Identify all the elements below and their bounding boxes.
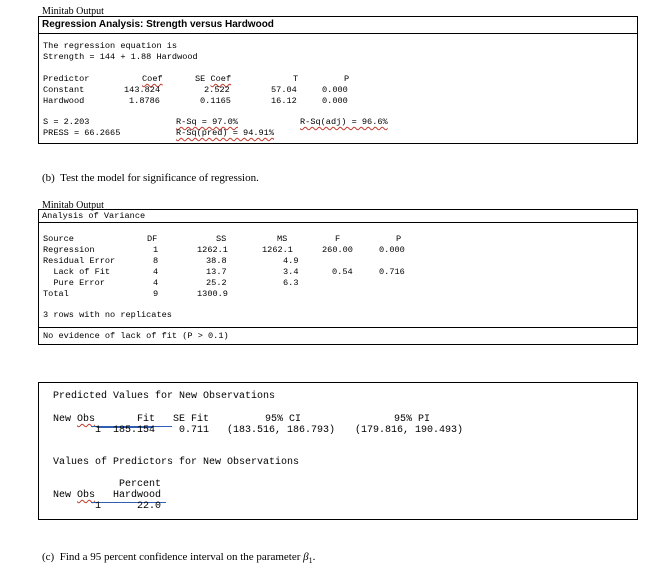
col-se-coef bbox=[195, 74, 231, 85]
rsq-value: R-Sq = 97.0% bbox=[176, 117, 238, 127]
anova-col-ss: SS bbox=[216, 234, 227, 244]
anova-title: Analysis of Variance bbox=[42, 211, 146, 221]
predictors-title: Values of Predictors for New Observations bbox=[53, 457, 300, 468]
pred-col-newobs bbox=[53, 414, 95, 426]
minitab-output-header-2: Minitab Output bbox=[42, 200, 104, 211]
col-predictor: Predictor bbox=[43, 74, 90, 84]
pred-row-se-fit: 0.711 bbox=[179, 425, 210, 436]
pred-row-pi: (179.816, 190.493) bbox=[355, 425, 464, 436]
pred-col-ci: 95% CI bbox=[265, 414, 302, 425]
anova-col-f: F bbox=[335, 234, 341, 244]
anova-lof-ms: 3.4 bbox=[283, 267, 299, 277]
question-c bbox=[42, 551, 315, 565]
anova-residual-df: 8 bbox=[153, 256, 159, 266]
regression-box bbox=[38, 16, 638, 144]
pred-row-fit: 185.154 bbox=[113, 425, 156, 436]
anova-col-p: P bbox=[396, 234, 402, 244]
pred-row-ci: (183.516, 186.793) bbox=[227, 425, 336, 436]
pred2-row-obs: 1 bbox=[95, 501, 102, 512]
row-hardwood-t: 16.12 bbox=[271, 96, 297, 106]
col-t: T bbox=[293, 74, 299, 84]
pred-row-obs: 1 bbox=[95, 425, 102, 436]
question-c-text: (c) Find a 95 percent confidence interval on the parameter bbox=[42, 551, 304, 563]
question-c-period: . bbox=[312, 551, 316, 563]
predicted-title: Predicted Values for New Observations bbox=[53, 391, 276, 402]
anova-residual-ms: 4.9 bbox=[283, 256, 299, 266]
row-hardwood-coef: 1.8786 bbox=[129, 96, 160, 106]
anova-lof-f: 0.54 bbox=[332, 267, 353, 277]
anova-regression-f: 260.00 bbox=[322, 245, 353, 255]
anova-lof-df: 4 bbox=[153, 267, 159, 277]
anova-regression-ms: 1262.1 bbox=[262, 245, 293, 255]
anova-regression-p: 0.000 bbox=[379, 245, 405, 255]
anova-total-df: 9 bbox=[153, 289, 159, 299]
rsq-adj-value: R-Sq(adj) = 96.6% bbox=[300, 117, 388, 127]
anova-row-total: Total bbox=[43, 289, 69, 299]
pred2-percent-label: Percent bbox=[119, 479, 162, 490]
col-se-coef-se: SE bbox=[195, 74, 211, 84]
regression-title: Regression Analysis: Strength versus Hardwood bbox=[42, 19, 274, 30]
row-hardwood-p: 0.000 bbox=[322, 96, 348, 106]
row-constant-p: 0.000 bbox=[322, 85, 348, 95]
title-divider bbox=[39, 33, 637, 34]
rsq-pred-value: R-Sq(pred) = 94.91% bbox=[176, 128, 274, 138]
anova-lof-ss: 13.7 bbox=[206, 267, 227, 277]
anova-row-lack-of-fit: Lack of Fit bbox=[43, 267, 111, 277]
row-constant-coef: 143.824 bbox=[124, 85, 161, 95]
col-p: P bbox=[344, 74, 350, 84]
pred2-col-hardwood: Hardwood bbox=[113, 490, 162, 501]
anova-lof-p: 0.716 bbox=[379, 267, 405, 277]
anova-col-ms: MS bbox=[277, 234, 288, 244]
anova-row-residual: Residual Error bbox=[43, 256, 116, 266]
col-coef: Coef bbox=[142, 74, 163, 84]
row-constant-t: 57.04 bbox=[271, 85, 297, 95]
row-hardwood-se: 0.1165 bbox=[200, 96, 231, 106]
anova-box bbox=[38, 209, 638, 345]
pred2-col-new: New bbox=[53, 490, 78, 501]
anova-col-df: DF bbox=[147, 234, 158, 244]
s-value: S = 2.203 bbox=[43, 117, 90, 127]
anova-note-replicates: 3 rows with no replicates bbox=[43, 310, 172, 320]
anova-divider bbox=[39, 222, 637, 223]
question-b: (b) Test the model for significance of regression. bbox=[42, 172, 259, 184]
row-constant-label: Constant bbox=[43, 85, 85, 95]
col-se-coef-coef: Coef bbox=[210, 74, 232, 84]
anova-row-pure-error: Pure Error bbox=[43, 278, 105, 288]
pred2-col-obs: Obs bbox=[77, 490, 96, 501]
pred-col-obs: Obs bbox=[77, 414, 96, 425]
minitab-output-header: Minitab Output bbox=[42, 6, 104, 17]
anova-note-lack-of-fit: No evidence of lack of fit (P > 0.1) bbox=[43, 331, 229, 341]
anova-total-ss: 1300.9 bbox=[197, 289, 228, 299]
pred2-col-newobs bbox=[53, 490, 95, 502]
anova-regression-ss: 1262.1 bbox=[197, 245, 228, 255]
pred2-row-hardwood: 22.0 bbox=[137, 501, 162, 512]
anova-pe-ms: 6.3 bbox=[283, 278, 299, 288]
predicted-values-box bbox=[38, 382, 638, 520]
anova-regression-df: 1 bbox=[153, 245, 159, 255]
question-c-beta: β bbox=[303, 551, 309, 563]
pred-col-new: New bbox=[53, 414, 78, 425]
anova-pe-ss: 25.2 bbox=[206, 278, 227, 288]
pred-col-fit: Fit bbox=[137, 414, 156, 425]
row-constant-se: 2.522 bbox=[204, 85, 230, 95]
pred-col-pi: 95% PI bbox=[394, 414, 431, 425]
anova-row-regression: Regression bbox=[43, 245, 95, 255]
anova-col-source: Source bbox=[43, 234, 74, 244]
regression-equation: Strength = 144 + 1.88 Hardwood bbox=[43, 52, 198, 62]
row-hardwood-label: Hardwood bbox=[43, 96, 85, 106]
question-c-subscript: 1 bbox=[308, 556, 313, 566]
pred-col-se-fit: SE Fit bbox=[173, 414, 210, 425]
anova-pe-df: 4 bbox=[153, 278, 159, 288]
anova-residual-ss: 38.8 bbox=[206, 256, 227, 266]
press-value: PRESS = 66.2665 bbox=[43, 128, 121, 138]
anova-note-divider bbox=[39, 327, 637, 328]
equation-intro: The regression equation is bbox=[43, 41, 178, 51]
